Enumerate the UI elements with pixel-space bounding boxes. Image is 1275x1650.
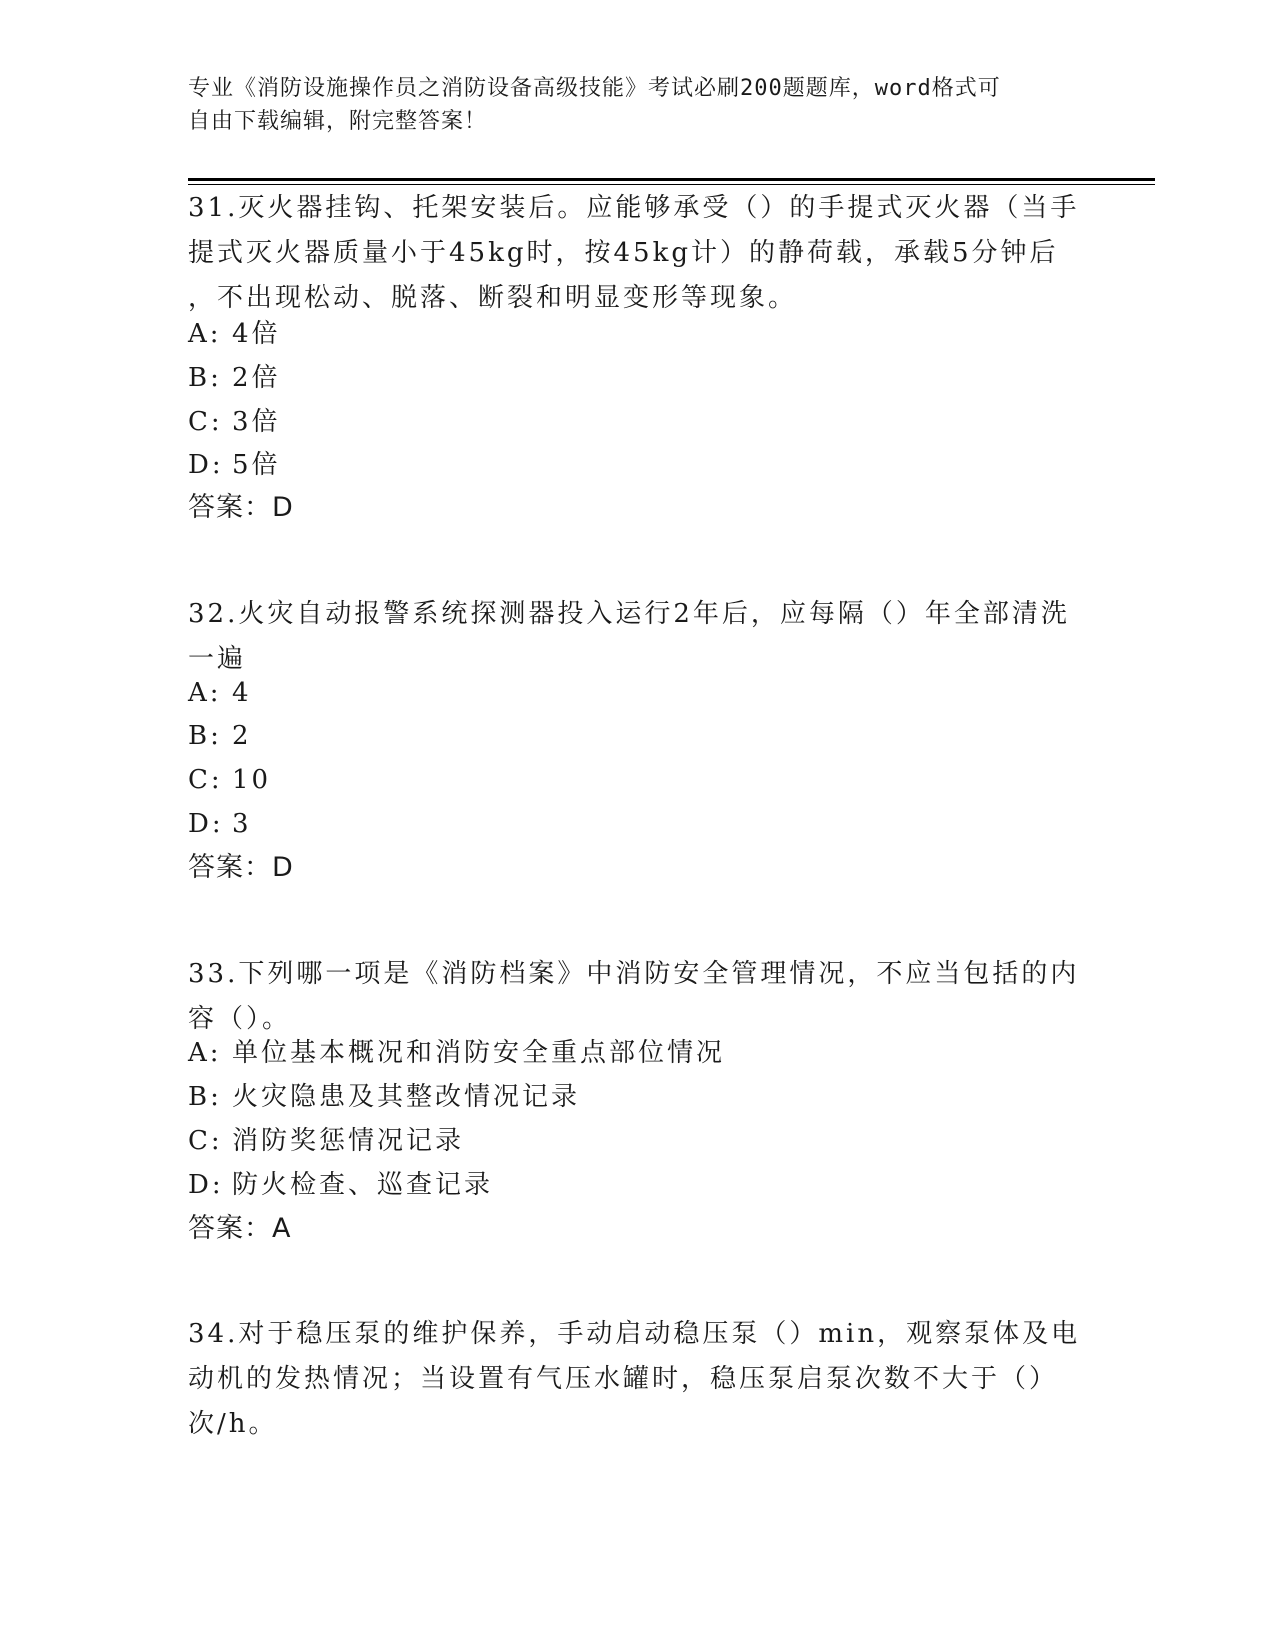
question-31-option-b	[188, 360, 281, 396]
question-32-line-1: 32.火灾自动报警系统探测器投入运行2年后，应每隔（）年全部清洗	[188, 599, 1070, 629]
option-letter: A:	[188, 319, 222, 349]
header-line-1: 专业《消防设施操作员之消防设备高级技能》考试必刷200题题库，word格式可	[188, 76, 1001, 101]
question-34-line-3: 次/h。	[188, 1409, 278, 1439]
question-31-option-c	[188, 404, 281, 440]
option-text: 消防奖惩情况记录	[232, 1126, 465, 1156]
question-31-line-1: 31.灭火器挂钩、托架安装后。应能够承受（）的手提式灭火器（当手	[188, 193, 1080, 223]
option-text: 4	[232, 678, 252, 708]
option-letter: B:	[188, 363, 222, 393]
option-letter: C:	[188, 765, 223, 795]
header-line-2: 自由下载编辑，附完整答案！	[188, 109, 488, 134]
header-divider-thick	[188, 178, 1155, 181]
option-letter: B:	[188, 1082, 222, 1112]
option-letter: C:	[188, 1126, 223, 1156]
option-text: 2倍	[232, 363, 281, 393]
document-header	[188, 72, 1078, 138]
question-31-answer: 答案：D	[188, 492, 294, 523]
option-text: 4倍	[232, 319, 281, 349]
question-33-option-a	[188, 1035, 725, 1071]
option-text: 火灾隐患及其整改情况记录	[232, 1082, 581, 1112]
option-text: 5倍	[232, 450, 281, 480]
question-33-option-c	[188, 1123, 464, 1159]
question-33-text	[188, 952, 1088, 1042]
header-divider-thin	[188, 184, 1155, 185]
option-letter: C:	[188, 407, 223, 437]
question-31-line-2: 提式灭火器质量小于45kg时，按45kg计）的静荷载，承载5分钟后	[188, 238, 1059, 268]
question-31-option-d	[188, 447, 281, 483]
option-letter: A:	[188, 678, 222, 708]
question-32-option-b	[188, 718, 252, 754]
question-31-text	[188, 186, 1088, 321]
question-32-text	[188, 592, 1088, 682]
question-32-line-2: 一遍	[188, 644, 247, 674]
option-letter: D:	[188, 809, 224, 839]
question-33-line-2: 容（）。	[188, 1004, 292, 1034]
question-32-answer: 答案：D	[188, 852, 294, 883]
question-34-line-1: 34.对于稳压泵的维护保养，手动启动稳压泵（）min，观察泵体及电	[188, 1319, 1081, 1349]
question-32-option-d	[188, 806, 252, 842]
question-31-option-a	[188, 316, 281, 352]
option-letter: D:	[188, 1170, 224, 1200]
option-letter: A:	[188, 1038, 222, 1068]
question-33-line-1: 33.下列哪一项是《消防档案》中消防安全管理情况，不应当包括的内	[188, 959, 1080, 989]
option-text: 10	[232, 765, 272, 795]
question-34-text	[188, 1312, 1088, 1447]
option-text: 2	[232, 721, 252, 751]
question-34-line-2: 动机的发热情况；当设置有气压水罐时，稳压泵启泵次数不大于（）	[188, 1364, 1059, 1394]
option-letter: B:	[188, 721, 222, 751]
question-31-line-3: ，不出现松动、脱落、断裂和明显变形等现象。	[188, 283, 798, 313]
option-text: 防火检查、巡查记录	[232, 1170, 494, 1200]
question-32-option-a	[188, 675, 252, 711]
option-text: 3	[232, 809, 252, 839]
question-33-option-d	[188, 1167, 493, 1203]
option-text: 单位基本概况和消防安全重点部位情况	[232, 1038, 726, 1068]
option-text: 3倍	[232, 407, 281, 437]
question-32-option-c	[188, 762, 271, 798]
question-33-answer: 答案：A	[188, 1213, 292, 1244]
question-33-option-b	[188, 1079, 580, 1115]
option-letter: D:	[188, 450, 224, 480]
